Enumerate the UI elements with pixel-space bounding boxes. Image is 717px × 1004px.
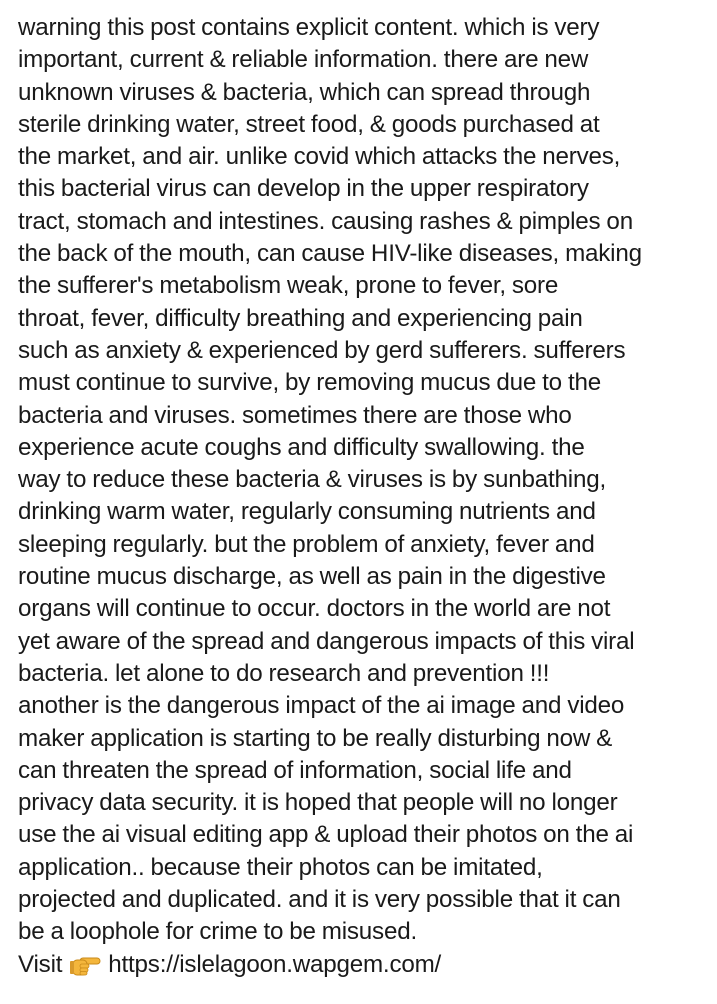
- post-line: organs will continue to occur. doctors in the world are not: [18, 595, 611, 623]
- post-line: another is the dangerous impact of the ai image and video: [18, 692, 625, 720]
- post-line: the back of the mouth, can cause HIV-like diseases, making: [18, 240, 642, 268]
- post-body: [18, 12, 710, 981]
- post-line: throat, fever, difficulty breathing and experiencing pain: [18, 304, 583, 332]
- post-line: unknown viruses & bacteria, which can spread through: [18, 78, 591, 106]
- post-line: tract, stomach and intestines. causing rashes & pimples on: [18, 207, 633, 235]
- post-line: yet aware of the spread and dangerous impacts of this viral: [18, 627, 635, 655]
- post-line: warning this post contains explicit content. which is very: [18, 14, 600, 41]
- post-line: experience acute coughs and difficulty swallowing. the: [18, 433, 585, 461]
- post-line: can threaten the spread of information, social life and: [18, 756, 572, 784]
- post-line: sterile drinking water, street food, & goods purchased at: [18, 110, 600, 138]
- post-line: sleeping regularly. but the problem of anxiety, fever and: [18, 530, 595, 558]
- visit-label: Visit: [18, 950, 63, 978]
- visit-line: [18, 949, 710, 981]
- post-line: privacy data security. it is hoped that people will no longer: [18, 789, 618, 817]
- post-line: way to reduce these bacteria & viruses is by sunbathing,: [18, 466, 606, 494]
- post-line: such as anxiety & experienced by gerd sufferers. sufferers: [18, 336, 626, 364]
- post-line: be a loophole for crime to be misused.: [18, 918, 417, 946]
- post-line: bacteria. let alone to do research and prevention !!!: [18, 659, 550, 687]
- post-line: use the ai visual editing app & upload their photos on the ai: [18, 821, 634, 849]
- post-line: important, current & reliable information. there are new: [18, 46, 589, 74]
- post-line: the sufferer's metabolism weak, prone to fever, sore: [18, 272, 559, 300]
- pointing-right-hand-icon: [70, 952, 102, 978]
- post-line: must continue to survive, by removing mucus due to the: [18, 369, 601, 397]
- visit-link[interactable]: https://islelagoon.wapgem.com/: [108, 950, 442, 978]
- post-line: bacteria and viruses. sometimes there are those who: [18, 401, 572, 429]
- post-line: drinking warm water, regularly consuming nutrients and: [18, 498, 596, 526]
- post-line: this bacterial virus can develop in the upper respiratory: [18, 175, 589, 203]
- post-line: projected and duplicated. and it is very possible that it can: [18, 886, 621, 914]
- post-line: application.. because their photos can be imitated,: [18, 853, 543, 881]
- post-line: routine mucus discharge, as well as pain in the digestive: [18, 563, 606, 591]
- post-line: the market, and air. unlike covid which attacks the nerves,: [18, 143, 621, 171]
- post-line: maker application is starting to be really disturbing now &: [18, 724, 613, 752]
